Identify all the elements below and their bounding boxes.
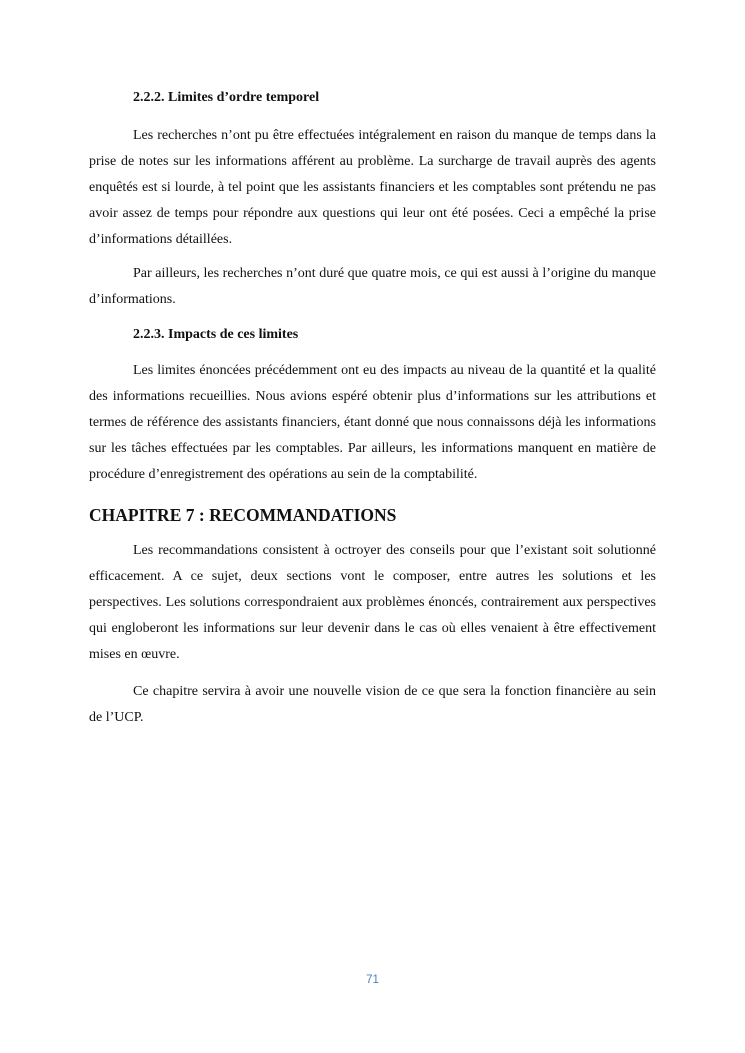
- section-heading-2-2-2: 2.2.2. Limites d’ordre temporel: [133, 90, 320, 105]
- paragraph: Par ailleurs, les recherches n’ont duré que quatre mois, ce qui est aussi à l’origine du manque d’informations.: [89, 266, 656, 307]
- page-number: 71: [366, 974, 379, 986]
- paragraph: Les recommandations consistent à octroyer des conseils pour que l’existant soit solutionné efficacement. A ce sujet, deux sections vont le composer, entre autres les solutions et les perspectives. Les solutions correspondraient aux problèmes énoncés, contrairement aux perspectives qui engloberont les informations sur leur devenir dans le cas où elles venaient à être effectivement mises en œuvre.: [89, 543, 656, 662]
- paragraph: Les limites énoncées précédemment ont eu des impacts au niveau de la quantité et la qualité des informations recueillies. Nous avions espéré obtenir plus d’informations sur les attributions et termes de référence des assistants financiers, étant donné que nous connaissons déjà les informations sur les tâches effectuées par les comptables. Par ailleurs, les informations manquent en matière de procédure d’enregistrement des opérations au sein de la comptabilité.: [89, 363, 656, 482]
- page-content: [89, 87, 656, 731]
- section-heading-2-2-3: 2.2.3. Impacts de ces limites: [133, 327, 299, 342]
- chapter-title: CHAPITRE 7 : RECOMMANDATIONS: [89, 505, 397, 525]
- paragraph: Ce chapitre servira à avoir une nouvelle vision de ce que sera la fonction financière au sein de l’UCP.: [89, 684, 656, 725]
- paragraph: Les recherches n’ont pu être effectuées intégralement en raison du manque de temps dans la prise de notes sur les informations afférent au problème. La surcharge de travail auprès des agents enquêtés est si lourde, à tel point que les assistants financiers et les comptables sont prétendu ne pas avoir assez de temps pour répondre aux questions qui leur ont été posées. Ceci a empêché la prise d’informations détaillées.: [89, 128, 656, 247]
